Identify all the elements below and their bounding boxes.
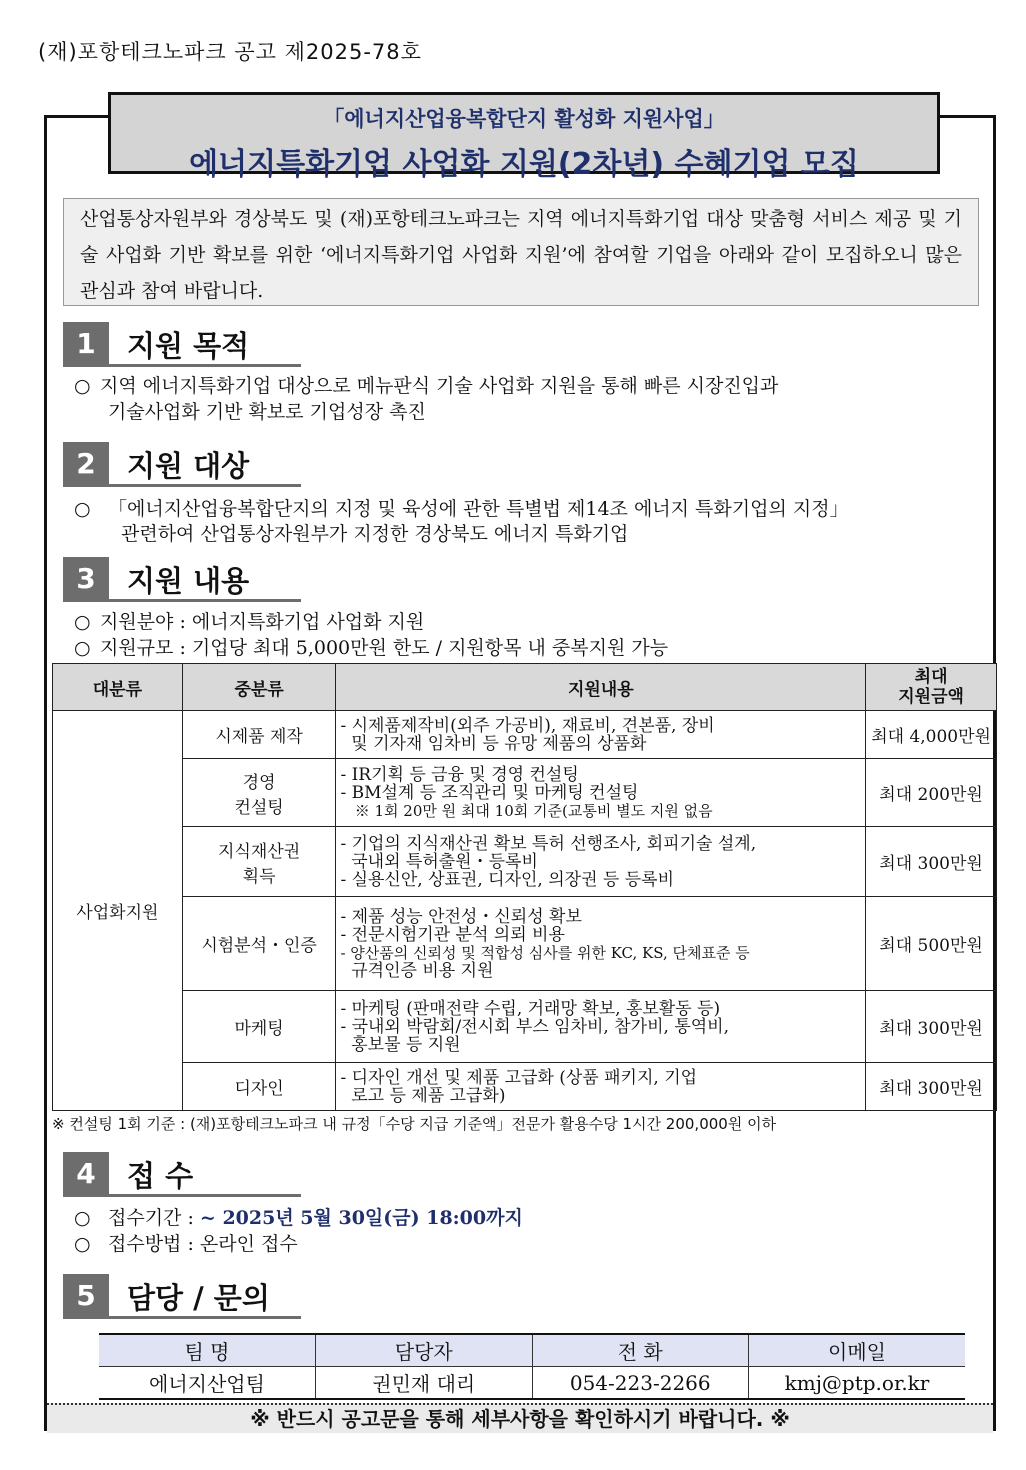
bullet-circle: ○ (74, 1207, 91, 1229)
section-1-title: 지원 목적 (127, 329, 250, 363)
subcategory-cell: 시제품 제작 (182, 711, 336, 759)
content-line: - IR기획 등 금융 및 경영 컨설팅 (340, 764, 579, 785)
table-row (53, 1063, 997, 1111)
header-content: 지원내용 (336, 664, 866, 711)
bullet-circle: ○ (74, 498, 91, 520)
section-5-title: 담당 / 문의 (127, 1281, 270, 1315)
intro-paragraph: 산업통상자원부와 경상북도 및 (재)포항테크노파크는 지역 에너지특화기업 대상 맞춤형 서비스 제공 및 기술 사업화 기반 확보를 위한 ‘에너지특화기업 사업화 지원’에 참여할 기업을 아래와 같이 모집하오니 많은 관심과 참여 바랍니다. (63, 198, 979, 306)
support-table (52, 663, 997, 1111)
section-2-title: 지원 대상 (127, 449, 250, 483)
section-1-bullet (74, 374, 778, 399)
section-4-underline (63, 1194, 301, 1197)
content-line: 로고 등 제품 고급화) (340, 1085, 506, 1106)
title-line-1: 「에너지산업융복합단지 활성화 지원사업」 (323, 107, 725, 131)
footer-notice: ※ 반드시 공고문을 통해 세부사항을 확인하시기 바랍니다. ※ (47, 1403, 993, 1433)
section-3-bullet-1 (74, 610, 424, 635)
amount-cell: 최대 300만원 (866, 1063, 997, 1111)
contact-header-row (99, 1334, 965, 1367)
section-2-text-1: 「에너지산업융복합단지의 지정 및 육성에 관한 특별법 제14조 에너지 특화기업의 지정」 (108, 498, 849, 520)
contact-header-team: 팀 명 (99, 1334, 316, 1367)
section-1-text-2: 기술사업화 기반 확보로 기업성장 촉진 (108, 401, 426, 423)
subcategory-line-2: 획득 (242, 866, 276, 887)
section-2-underline (63, 484, 301, 487)
content-line: 규격인증 비용 지원 (340, 960, 494, 981)
content-line: - 기업의 지식재산권 확보 특허 선행조사, 회피기술 설계, (340, 833, 757, 854)
title-line-2: 에너지특화기업 사업화 지원(2차년) 수혜기업 모집 (189, 147, 859, 182)
section-3-bullet-2 (74, 636, 668, 661)
content-line: - 전문시험기관 분석 의뢰 비용 (340, 924, 565, 945)
content-line: - 마케팅 (판매전략 수립, 거래망 확보, 홍보활동 등) (340, 998, 721, 1019)
content-line: ※ 1회 20만 원 최대 10회 기준(교통비 별도 지원 없음 (340, 801, 713, 820)
subcategory-cell: 마케팅 (182, 991, 336, 1063)
header-max-line-1: 최대 (914, 667, 948, 687)
contact-phone: 054-223-2266 (532, 1367, 749, 1400)
amount-cell: 최대 200만원 (866, 759, 997, 827)
bullet-circle: ○ (74, 611, 91, 633)
contact-team: 에너지산업팀 (99, 1367, 316, 1400)
content-cell (336, 711, 866, 759)
content-line: 홍보물 등 지원 (340, 1034, 461, 1055)
section-4-bullet-2 (74, 1232, 298, 1257)
section-3-underline (63, 599, 301, 602)
section-3-title: 지원 내용 (127, 564, 250, 598)
section-3-number: 3 (63, 557, 109, 601)
bullet-circle: ○ (74, 637, 91, 659)
amount-cell: 최대 300만원 (866, 991, 997, 1063)
table-row (53, 827, 997, 897)
section-3-text-2: 지원규모 : 기업당 최대 5,000만원 한도 / 지원항목 내 중복지원 가능 (100, 637, 669, 659)
contact-table (99, 1333, 965, 1400)
subcategory-cell (182, 827, 336, 897)
header-subcategory: 중분류 (182, 664, 336, 711)
period-value: ~ 2025년 5월 30일(금) 18:00까지 (199, 1207, 523, 1229)
amount-cell: 최대 4,000만원 (866, 711, 997, 759)
section-1-underline (63, 364, 301, 367)
header-max-amount (866, 664, 997, 711)
subcategory-line-1: 지식재산권 (218, 841, 301, 862)
content-line: 및 기자재 임차비 등 유망 제품의 상품화 (340, 733, 647, 754)
section-2-number: 2 (63, 442, 109, 486)
section-1-text-1: 지역 에너지특화기업 대상으로 메뉴판식 기술 사업화 지원을 통해 빠른 시장진입과 (100, 375, 779, 397)
header-category: 대분류 (53, 664, 183, 711)
section-3-text-1: 지원분야 : 에너지특화기업 사업화 지원 (100, 611, 425, 633)
contact-value-row (99, 1367, 965, 1400)
section-5-underline (63, 1316, 301, 1319)
content-cell (336, 759, 866, 827)
contact-email: kmj@ptp.or.kr (749, 1367, 966, 1400)
bullet-circle: ○ (74, 375, 91, 397)
section-4-bullet-1 (74, 1206, 523, 1231)
section-2-bullet (74, 497, 849, 522)
table-header-row (53, 664, 997, 711)
content-cell (336, 897, 866, 991)
contact-header-email: 이메일 (749, 1334, 966, 1367)
amount-cell: 최대 500만원 (866, 897, 997, 991)
content-line: - 실용신안, 상표권, 디자인, 의장권 등 등록비 (340, 869, 674, 890)
table-row (53, 897, 997, 991)
section-4-title: 접 수 (127, 1159, 194, 1193)
section-5-number: 5 (63, 1274, 109, 1318)
section-1-number: 1 (63, 322, 109, 366)
category-cell: 사업화지원 (53, 711, 183, 1111)
content-cell (336, 991, 866, 1063)
subcategory-cell (182, 759, 336, 827)
content-line: - 디자인 개선 및 제품 고급화 (상품 패키지, 기업 (340, 1067, 698, 1088)
table-row (53, 759, 997, 827)
subcategory-line-1: 경영 (242, 772, 276, 793)
subcategory-cell: 시험분석・인증 (182, 897, 336, 991)
contact-person: 권민재 대리 (316, 1367, 533, 1400)
content-line: 국내외 특허출원・등록비 (340, 851, 538, 872)
title-box (108, 92, 940, 182)
content-line: - 시제품제작비(외주 가공비), 재료비, 견본품, 장비 (340, 715, 715, 736)
content-cell (336, 827, 866, 897)
amount-cell: 최대 300만원 (866, 827, 997, 897)
content-cell (336, 1063, 866, 1111)
subcategory-line-2: 컨설팅 (234, 797, 284, 818)
content-line: - 양산품의 신뢰성 및 적합성 심사를 위한 KC, KS, 단체표준 등 (340, 943, 750, 962)
section-2-text-2: 관련하여 산업통상자원부가 지정한 경상북도 에너지 특화기업 (121, 523, 629, 545)
bullet-circle: ○ (74, 1233, 91, 1255)
notice-number: (재)포항테크노파크 공고 제2025-78호 (38, 40, 422, 64)
content-line: - 국내외 박람회/전시회 부스 임차비, 참가비, 통역비, (340, 1016, 729, 1037)
contact-header-phone: 전 화 (532, 1334, 749, 1367)
table-row (53, 711, 997, 759)
section-4-number: 4 (63, 1152, 109, 1196)
table-note: ※ 컨설팅 1회 기준 : (재)포항테크노파크 내 규정「수당 지급 기준액」전문가 활용수당 1시간 200,000원 이하 (52, 1115, 777, 1133)
subcategory-cell: 디자인 (182, 1063, 336, 1111)
header-max-line-2: 지원금액 (898, 687, 964, 707)
period-label: 접수기간 : (108, 1207, 200, 1229)
method-text: 접수방법 : 온라인 접수 (108, 1233, 298, 1255)
contact-header-person: 담당자 (316, 1334, 533, 1367)
table-row (53, 991, 997, 1063)
content-line: - 제품 성능 안전성・신뢰성 확보 (340, 906, 582, 927)
content-line: - BM설계 등 조직관리 및 마케팅 컨설팅 (340, 782, 639, 803)
